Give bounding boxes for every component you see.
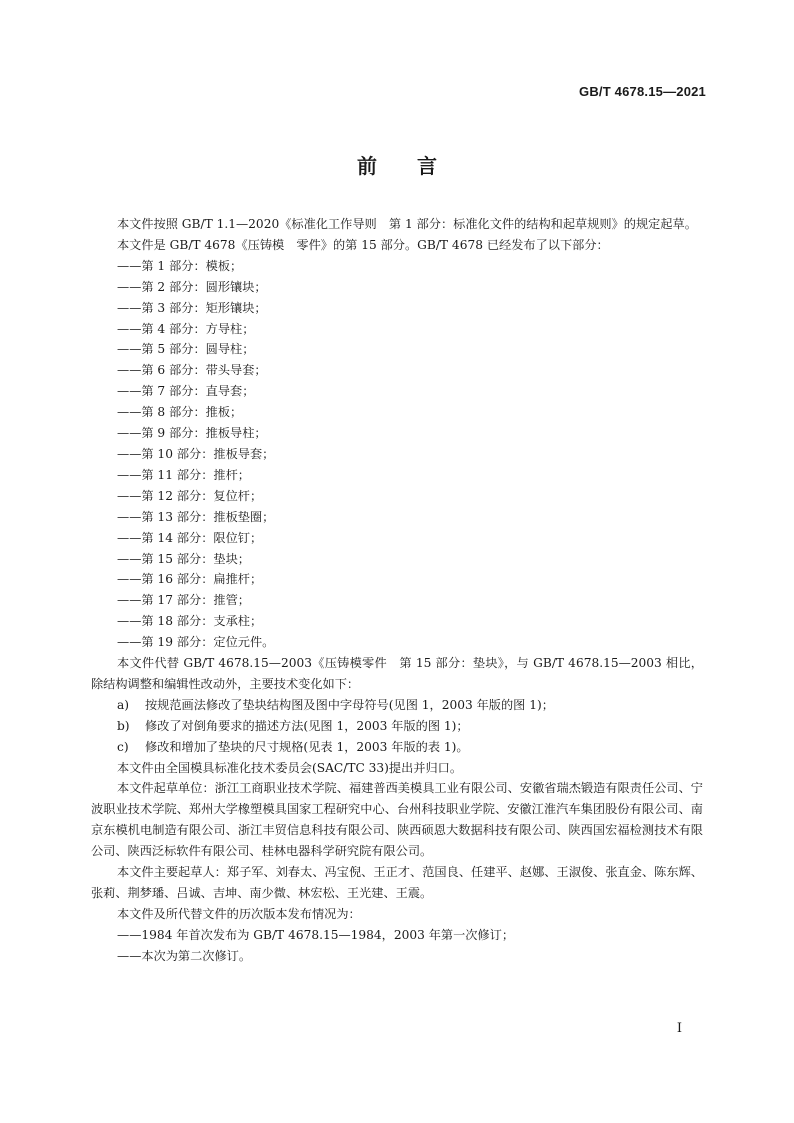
- page-title: 前 言: [357, 154, 437, 178]
- list-item: [91, 737, 703, 758]
- list-item: ——第 14 部分：限位钉；: [117, 530, 263, 545]
- paragraph-drafting-units: 本文件起草单位：浙江工商职业技术学院、福建普西美模具工业有限公司、安徽省瑞杰锻造有限责任公司、宁波职业技术学院、郑州大学橡塑模具国家工程研究中心、台州科技职业学院、安徽江淮汽车集团股份有限公司、南京东模机电制造有限公司、浙江丰贸信息科技有限公司、陕西硕恩大数据科技有限公司、陕西国宏福检测技术有限公司、陕西泛标软件有限公司、桂林电器科学研究院有限公司。: [91, 781, 703, 859]
- paragraph-proposed-by: 本文件由全国模具标准化技术委员会(SAC/TC 33)提出并归口。: [117, 760, 463, 775]
- list-item: [91, 716, 703, 737]
- item-text: 修改和增加了垫块的尺寸规格(见表 1，2003 年版的表 1)。: [145, 739, 469, 754]
- paragraph-history-intro: 本文件及所代替文件的历次版本发布情况为：: [117, 906, 361, 921]
- paragraph-series-intro: 本文件是 GB/T 4678《压铸模 零件》的第 15 部分。GB/T 4678 已经发布了以下部分：: [117, 237, 609, 252]
- list-item: ——第 16 部分：扁推杆；: [117, 572, 263, 587]
- list-item: ——第 12 部分：复位杆；: [117, 488, 263, 503]
- foreword-body: [91, 214, 703, 967]
- list-item: ——第 18 部分：支承柱；: [117, 614, 263, 629]
- list-item: ——第 4 部分：方导柱；: [117, 321, 255, 336]
- list-item: ——第 6 部分：带头导套；: [117, 363, 267, 378]
- history-list: [91, 925, 703, 967]
- list-item: ——第 3 部分：矩形镶块；: [117, 300, 267, 315]
- list-item: ——第 1 部分：模板；: [117, 258, 243, 273]
- list-item: ——第 17 部分：推管；: [117, 593, 250, 608]
- item-text: 修改了对倒角要求的描述方法(见图 1，2003 年版的图 1)；: [145, 718, 469, 733]
- list-item: ——第 2 部分：圆形镶块；: [117, 279, 267, 294]
- item-label: b): [117, 718, 130, 733]
- list-item: ——1984 年首次发布为 GB/T 4678.15—1984，2003 年第一次修订；: [117, 927, 515, 942]
- item-label: c): [117, 739, 129, 754]
- paragraph-replacement: 本文件代替 GB/T 4678.15—2003《压铸模零件 第 15 部分：垫块》，与 GB/T 4678.15—2003 相比，除结构调整和编辑性改动外，主要技术变化如下：: [91, 656, 703, 691]
- list-item: ——第 13 部分：推板垫圈；: [117, 509, 275, 524]
- list-item: ——第 15 部分：垫块；: [117, 551, 250, 566]
- changes-list: [91, 695, 703, 758]
- list-item: ——本次为第二次修订。: [117, 948, 252, 963]
- page-number: I: [676, 1021, 682, 1036]
- list-item: ——第 10 部分：推板导套；: [117, 446, 275, 461]
- list-item: ——第 8 部分：推板；: [117, 405, 243, 420]
- paragraph-drafting-rules: 本文件按照 GB/T 1.1—2020《标准化工作导则 第 1 部分：标准化文件的结构和起草规则》的规定起草。: [117, 217, 697, 231]
- list-item: ——第 7 部分：直导套；: [117, 384, 255, 399]
- item-text: 按规范画法修改了垫块结构图及图中字母符号(见图 1，2003 年版的图 1)；: [145, 697, 554, 712]
- paragraph-drafters: 本文件主要起草人：郑子军、刘春太、冯宝倪、王正才、范国良、任建平、赵娜、王淑俊、张直金、陈东辉、张莉、荆梦璠、吕诚、吉坤、南少微、林宏松、王光建、王震。: [91, 865, 703, 900]
- standard-code: GB/T 4678.15—2021: [579, 84, 706, 99]
- parts-list: [91, 256, 703, 653]
- list-item: ——第 19 部分：定位元件。: [117, 635, 275, 650]
- list-item: ——第 9 部分：推板导柱；: [117, 426, 267, 441]
- item-label: a): [117, 697, 130, 712]
- list-item: ——第 11 部分：推杆；: [117, 467, 250, 482]
- list-item: ——第 5 部分：圆导柱；: [117, 342, 255, 357]
- list-item: [91, 695, 703, 716]
